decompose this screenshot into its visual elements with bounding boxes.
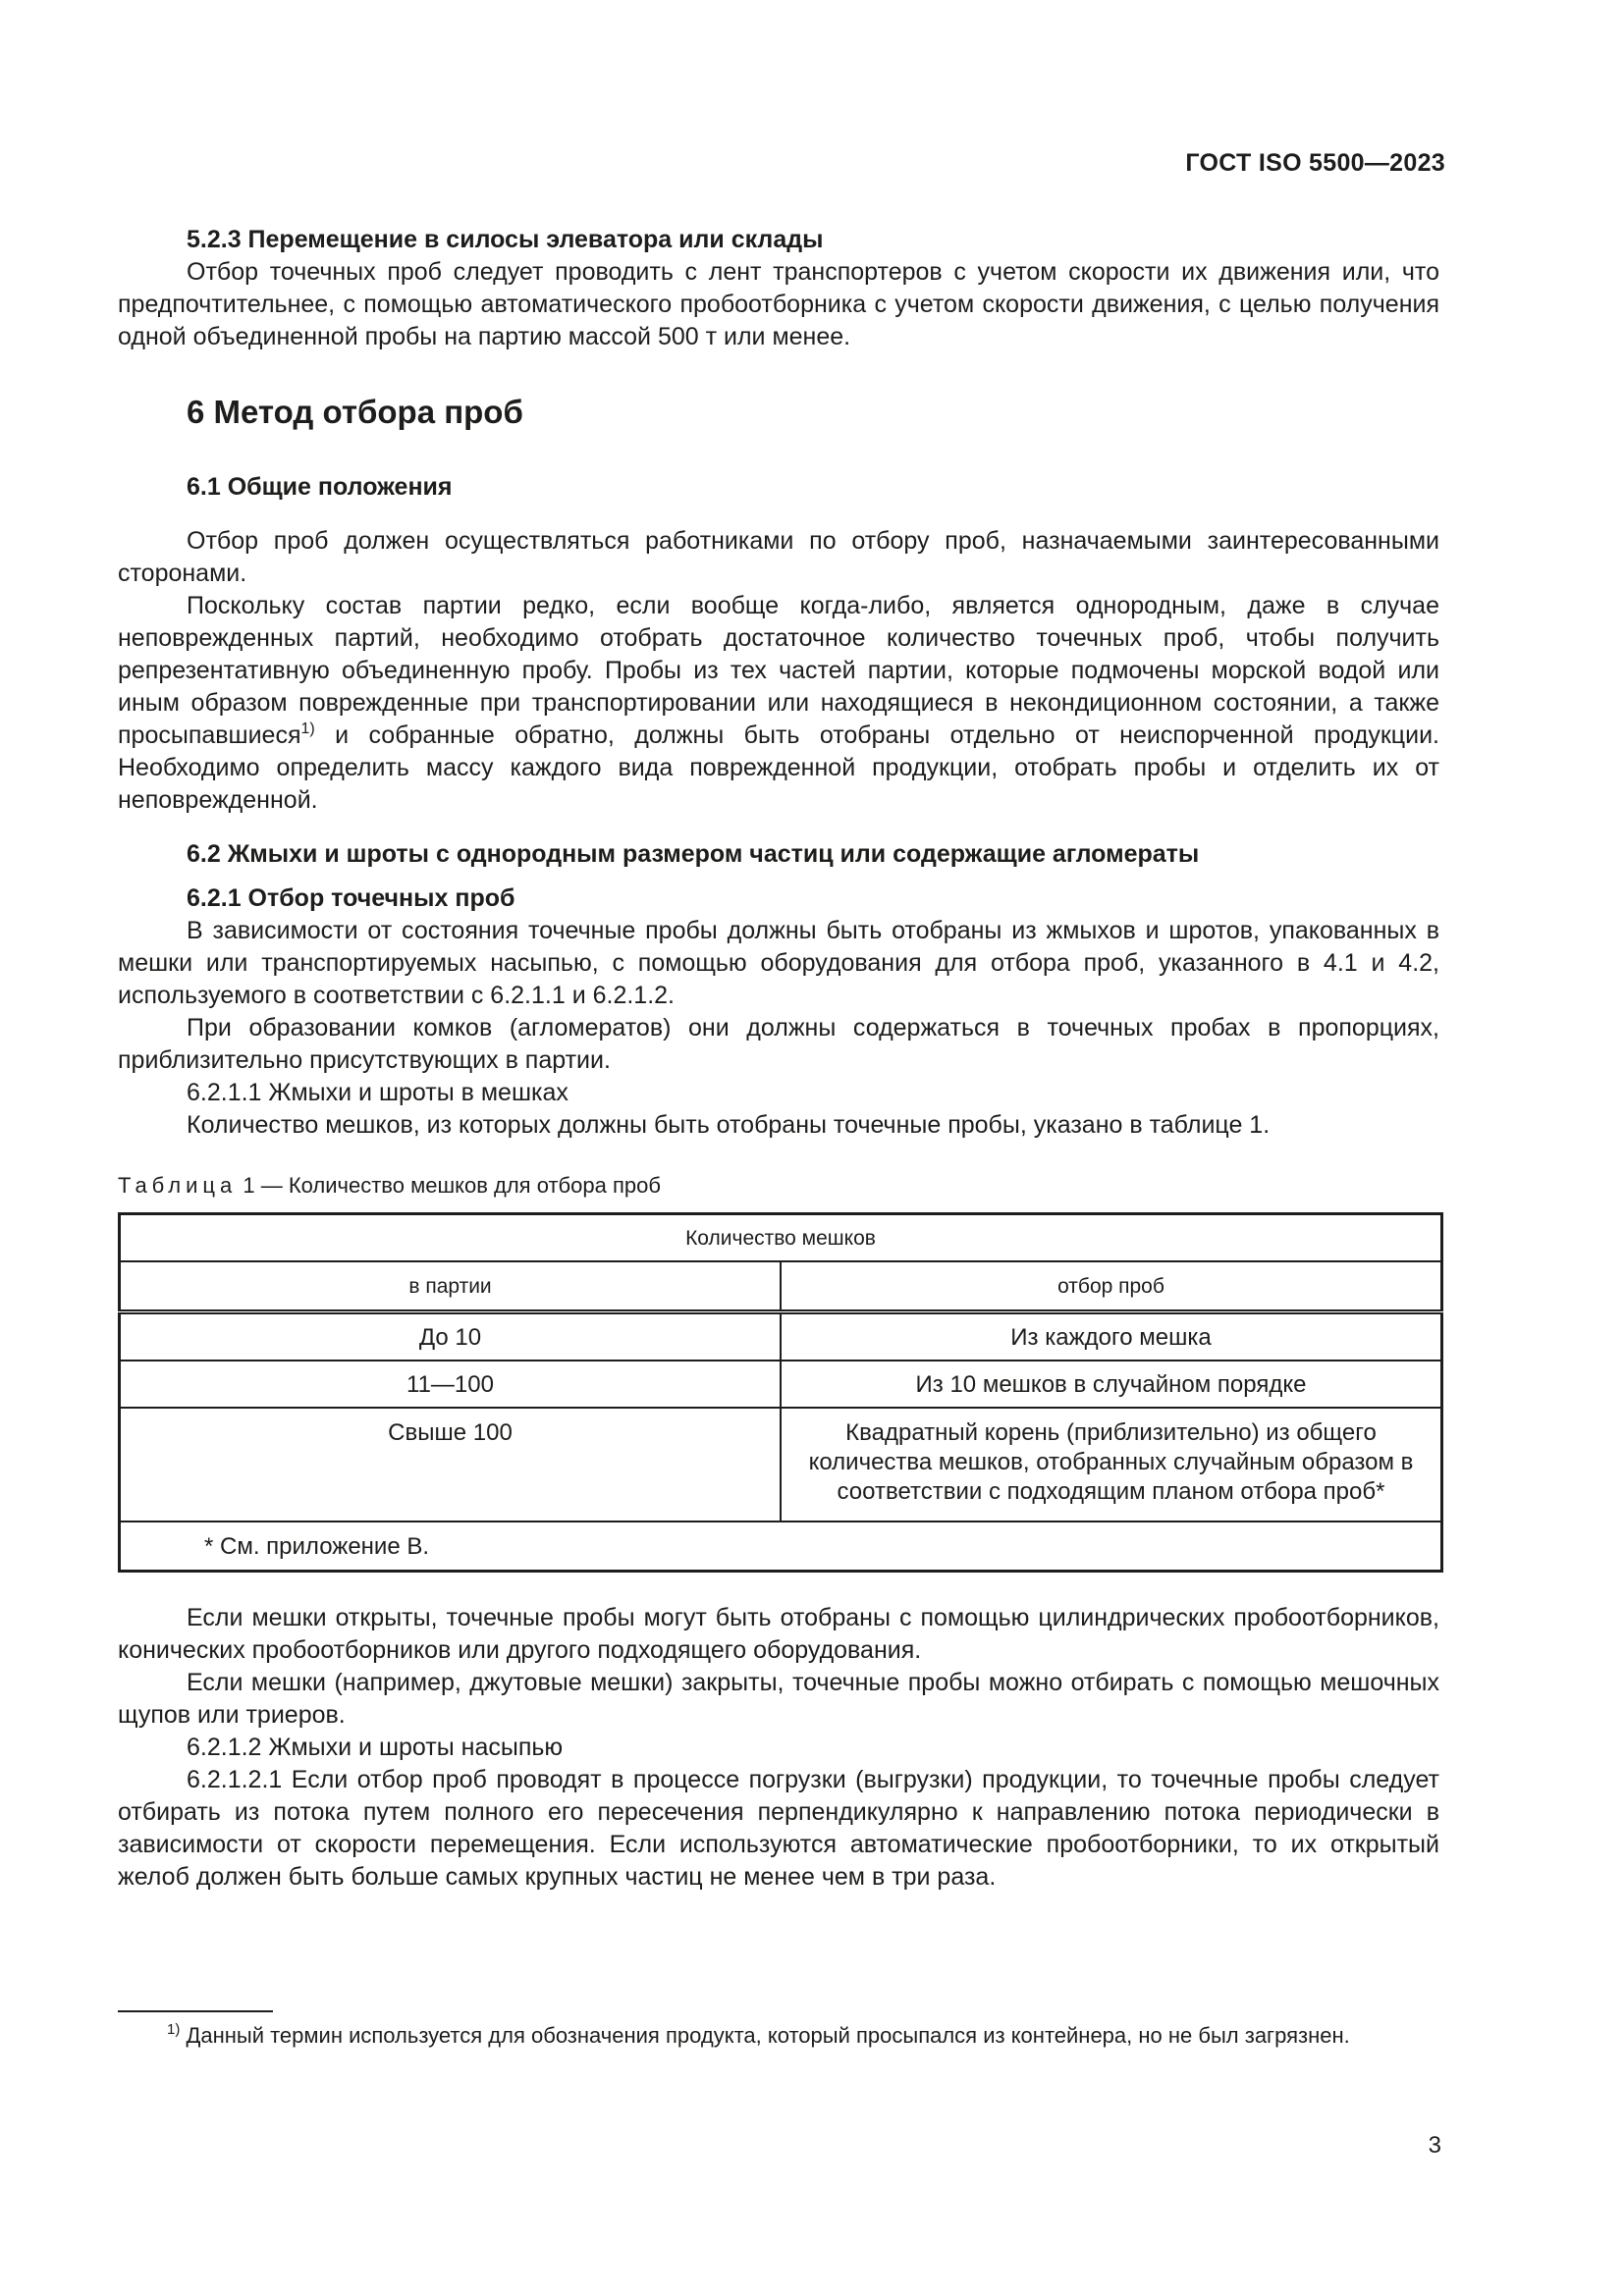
document-code-header: ГОСТ ISO 5500—2023 xyxy=(1185,149,1445,177)
section-6-1-paragraph-1: Отбор проб должен осуществляться работниками по отбору проб, назначаемыми заинтересованными сторонами. xyxy=(118,527,1439,587)
column-header-sampling: отбор проб xyxy=(781,1261,1442,1312)
section-5-2-3-text: Отбор точечных проб следует проводить с лент транспортеров с учетом скорости их движения или, что предпочтительнее, с помощью автоматического пробоотборника с учетом скорости движения, с целью получения одной объединенной пробы на партию массой 500 т или менее. xyxy=(118,258,1439,350)
section-6-1-heading: 6.1 Общие положения xyxy=(187,473,453,501)
table-cell-lot: До 10 xyxy=(120,1312,782,1362)
table-caption-label: Таблица xyxy=(118,1173,238,1198)
after-table-paragraph-2: Если мешки (например, джутовые мешки) закрыты, точечные пробы можно отбирать с помощью мешочных щупов или триеров. xyxy=(118,1669,1439,1729)
footnote-marker: 1) xyxy=(167,2021,181,2038)
paragraph-2-part-2: и собранные обратно, должны быть отобраны отдельно от неиспорченной продукции. Необходимо определить массу каждого вида поврежденной продукции, отобрать пробы и отделить их от неповрежденной. xyxy=(118,721,1439,814)
section-6-2-1-1-text: Количество мешков, из которых должны быть отобраны точечные пробы, указано в таблице 1. xyxy=(187,1111,1271,1139)
table-row xyxy=(120,1408,1442,1522)
footnote-text: Данный термин используется для обозначения продукта, который просыпался из контейнера, но не был загрязнен. xyxy=(180,2023,1350,2048)
paragraph-2-part-1: Поскольку состав партии редко, если вообще когда-либо, является однородным, даже в случае неповрежденных партий, необходимо отобрать достаточное количество точечных проб, чтобы получить репрезентативную объединенную пробу. Пробы из тех частей партии, которые подмочены морской водой или иным образом поврежденные при транспортировании или находящиеся в некондиционном состоянии, а также просыпавшиеся xyxy=(118,592,1439,749)
footnote-divider xyxy=(118,2010,273,2012)
section-5-2-3-heading: 5.2.3 Перемещение в силосы элеватора или склады xyxy=(187,226,824,253)
section-6-2-1-2-1-text: 6.2.1.2.1 Если отбор проб проводят в процессе погрузки (выгрузки) продукции, то точечные пробы следует отбирать из потока путем полного его пересечения перпендикулярно к направлению потока периодически в зависимости от скорости перемещения. Если используются автоматические пробоотборники, то их открытый желоб должен быть больше самых крупных частиц не менее чем в три раза. xyxy=(118,1766,1439,1891)
section-6-2-1-heading: 6.2.1 Отбор точечных проб xyxy=(187,884,515,912)
section-6-2-1-1-heading: 6.2.1.1 Жмыхи и шроты в мешках xyxy=(187,1079,568,1106)
column-header-lot: в партии xyxy=(120,1261,782,1312)
table-header-bag-count: Количество мешков xyxy=(120,1214,1442,1262)
section-6-1-paragraph-2 xyxy=(118,590,1439,817)
chapter-6-title: 6 Метод отбора проб xyxy=(187,394,523,430)
table-cell-sampling: Квадратный корень (приблизительно) из общего количества мешков, отобранных случайным образом в соответствии с подходящим планом отбора проб* xyxy=(781,1408,1442,1522)
table-header-row xyxy=(120,1214,1442,1262)
section-6-2-1-2-heading: 6.2.1.2 Жмыхи и шроты насыпью xyxy=(187,1734,564,1761)
table-1 xyxy=(118,1212,1443,1573)
table-row xyxy=(120,1312,1442,1362)
page-content xyxy=(118,224,1439,1894)
table-cell-sampling: Из каждого мешка xyxy=(781,1312,1442,1362)
section-6-2-heading: 6.2 Жмыхи и шроты с однородным размером частиц или содержащие агломераты xyxy=(187,840,1200,868)
table-note-row xyxy=(120,1522,1442,1572)
page-number: 3 xyxy=(1428,2132,1441,2159)
table-cell-lot: 11—100 xyxy=(120,1361,782,1408)
table-1-caption xyxy=(118,1171,1439,1201)
section-6-2-1-paragraph-1: В зависимости от состояния точечные пробы должны быть отобраны из жмыхов и шротов, упакованных в мешки или транспортируемых насыпью, с помощью оборудования для отбора проб, указанного в 4.1 и 4.2, используемого в соответствии с 6.2.1.1 и 6.2.1.2. xyxy=(118,917,1439,1009)
table-note: * См. приложение В. xyxy=(120,1522,1442,1572)
footnote-reference: 1) xyxy=(300,721,315,737)
table-cell-lot: Свыше 100 xyxy=(120,1408,782,1522)
table-cell-sampling: Из 10 мешков в случайном порядке xyxy=(781,1361,1442,1408)
section-6-2-1-paragraph-2: При образовании комков (агломератов) они должны содержаться в точечных пробах в пропорциях, приблизительно присутствующих в партии. xyxy=(118,1014,1439,1074)
after-table-paragraph-1: Если мешки открыты, точечные пробы могут быть отобраны с помощью цилиндрических пробоотборников, конических пробоотборников или другого подходящего оборудования. xyxy=(118,1604,1439,1664)
table-column-header-row xyxy=(120,1261,1442,1312)
footnote xyxy=(118,2020,1439,2052)
table-row xyxy=(120,1361,1442,1408)
table-caption-text: 1 — Количество мешков для отбора проб xyxy=(237,1173,661,1198)
